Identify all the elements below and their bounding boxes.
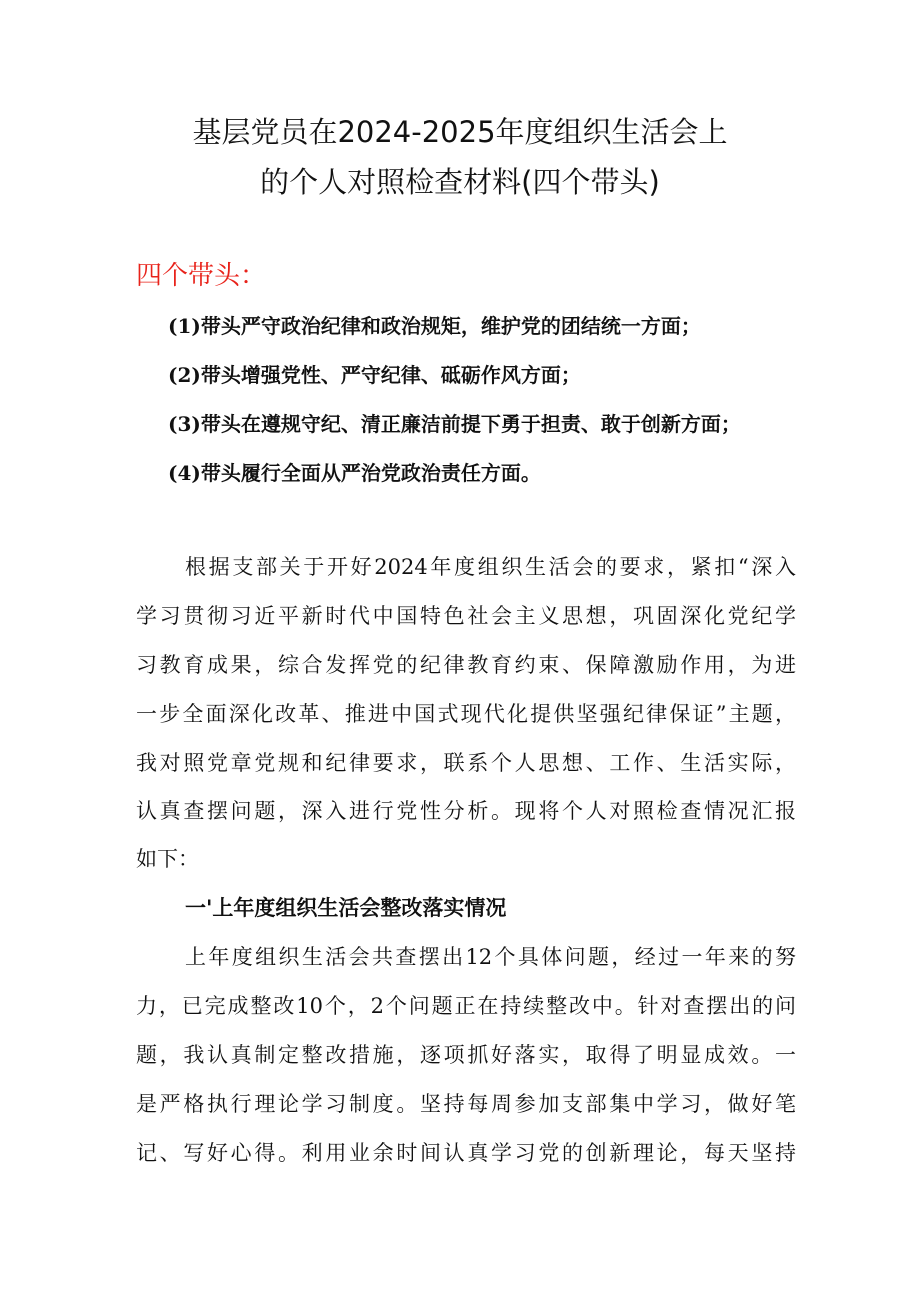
- intro-paragraph-line: 一步全面深化改革、推进中国式现代化提供坚强纪律保证”主题，: [136, 702, 796, 726]
- intro-paragraph-line: 认真查摆问题，深入进行党性分析。现将个人对照检查情况汇报: [136, 799, 796, 823]
- section-1-heading: 一'上年度组织生活会整改落实情况: [185, 895, 507, 920]
- lead-point-2: (2)带头增强党性、严守纪律、砥砺作风方面；: [168, 363, 581, 387]
- section-1-paragraph-line: 是严格执行理论学习制度。坚持每周参加支部集中学习，做好笔: [136, 1092, 796, 1116]
- section-1-paragraph-line: 力，已完成整改10个，2个问题正在持续整改中。针对查摆出的问: [136, 994, 796, 1018]
- intro-paragraph-line: 我对照党章党规和纪律要求，联系个人思想、工作、生活实际，: [136, 751, 796, 775]
- document-title-line-2: 的个人对照检查材料(四个带头): [260, 165, 660, 199]
- document-title-line-1: 基层党员在2024-2025年度组织生活会上: [192, 115, 728, 149]
- intro-paragraph-line: 学习贯彻习近平新时代中国特色社会主义思想，巩固深化党纪学: [136, 604, 796, 628]
- intro-paragraph-line: 习教育成果，综合发挥党的纪律教育约束、保障激励作用，为进: [136, 653, 796, 677]
- lead-point-4: (4)带头履行全面从严治党政治责任方面。: [168, 461, 541, 485]
- four-leads-heading: 四个带头：: [136, 261, 267, 291]
- section-1-paragraph-line: 题，我认真制定整改措施，逐项抓好落实，取得了明显成效。一: [136, 1043, 796, 1067]
- section-1-paragraph-line: 上年度组织生活会共查摆出12个具体问题，经过一年来的努: [185, 945, 796, 969]
- lead-point-3: (3)带头在遵规守纪、清正廉洁前提下勇于担责、敢于创新方面；: [168, 412, 741, 436]
- intro-paragraph-line: 如下：: [136, 847, 199, 871]
- section-1-paragraph-line: 记、写好心得。利用业余时间认真学习党的创新理论，每天坚持: [136, 1141, 796, 1165]
- intro-paragraph-line: 根据支部关于开好2024年度组织生活会的要求，紧扣“深入: [185, 555, 796, 579]
- lead-point-1: (1)带头严守政治纪律和政治规矩，维护党的团结统一方面；: [168, 314, 701, 338]
